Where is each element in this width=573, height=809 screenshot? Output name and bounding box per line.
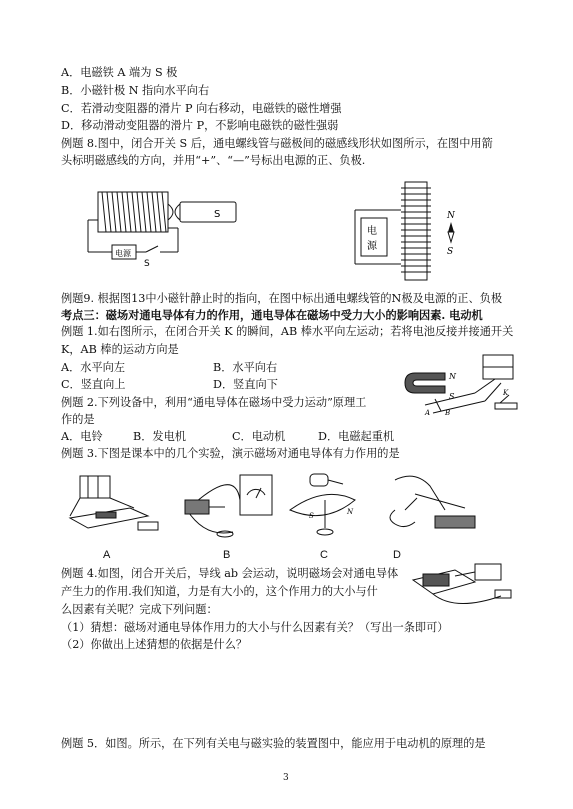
- s-pole-label: S: [214, 209, 221, 220]
- example-1-line-1: 例题 1.如右图所示，在闭合开关 K 的瞬间，AB 棒水平向左运动；若将电池反接并接通开关: [61, 325, 514, 338]
- figure-magnet-rails: [405, 343, 525, 423]
- figure-experiment-a: [60, 470, 170, 540]
- k-label: K: [503, 389, 509, 397]
- switch-label: S: [144, 259, 150, 269]
- b-label: B: [445, 409, 451, 417]
- caption-d: D: [393, 549, 401, 561]
- compass-needle-icon: [446, 211, 456, 257]
- n-label: N: [449, 372, 456, 381]
- svg-text:S: S: [447, 247, 454, 257]
- q2-option-c: C．电动机: [232, 430, 286, 443]
- example-3-line: 例题 3.下图是课本中的几个实验，演示磁场对通电导体有力作用的是: [61, 447, 400, 460]
- caption-a: A: [103, 549, 111, 561]
- q2-option-b: B．发电机: [133, 430, 186, 443]
- q1-option-d: D．竖直向下: [213, 378, 278, 391]
- a-label: A: [425, 409, 431, 417]
- svg-text:N: N: [447, 211, 455, 221]
- example-5-line: 例题 5．如图。所示，在下列有关电与磁实验的装置图中，能应用于电动机的原理的是: [61, 737, 486, 750]
- q1-option-b: B．水平向右: [213, 361, 278, 374]
- example-9-line: 例题9. 根据图13中小磁针静止时的指向，在图中标出通电螺线管的N极及电源的正、负极: [61, 292, 503, 305]
- source-char-1: 电: [367, 226, 377, 237]
- svg-text:N: N: [347, 508, 354, 516]
- option-c-line: C．若滑动变阻器的滑片 P 向右移动，电磁铁的磁性增强: [61, 102, 342, 115]
- figure-experiment-c: [285, 470, 370, 545]
- q2-option-d: D．电磁起重机: [318, 430, 395, 443]
- option-d-line: D．移动滑动变阻器的滑片 P，不影响电磁铁的磁性强弱: [61, 119, 339, 132]
- example-4-line-2: 产生力的作用.我们知道，力是有大小的，这个作用力的大小与什: [61, 585, 378, 598]
- source-char-2: 源: [367, 241, 377, 252]
- example-4-question-2: （2）你做出上述猜想的依据是什么？: [61, 638, 248, 651]
- q2-option-a: A．电铃: [61, 430, 103, 443]
- example-8-line-2: 头标明磁感线的方向，并用“+”、“—”号标出电源的正、负极.: [61, 154, 366, 167]
- figure-solenoid-horizontal: [88, 180, 258, 270]
- caption-c: C: [320, 549, 328, 561]
- caption-b: B: [223, 549, 231, 561]
- figure-experiment-b: [175, 470, 285, 545]
- example-2-line-1: 例题 2.下列设备中，利用“通电导体在磁场中受力运动”原理工: [61, 396, 367, 409]
- svg-text:S: S: [309, 512, 314, 520]
- figure-example-4: [405, 560, 520, 615]
- example-1-line-2: K，AB 棒的运动方向是: [61, 343, 179, 356]
- example-4-line-3: 么因素有关呢？完成下列问题：: [61, 603, 218, 616]
- figure-experiment-d: [375, 470, 485, 545]
- option-a-line: A．电磁铁 A 端为 S 极: [61, 66, 178, 79]
- example-4-line-1: 例题 4.如图，闭合开关后，导线 ab 会运动，说明磁场会对通电导体: [61, 567, 399, 580]
- page-number: 3: [283, 773, 289, 783]
- s-label: S: [449, 392, 455, 401]
- power-source-label: 电源: [115, 249, 131, 258]
- q1-option-a: A．水平向左: [61, 361, 126, 374]
- example-8-line-1: 例题 8.图中，闭合开关 S 后，通电螺线管与磁极间的磁感线形状如图所示，在图中用箭: [61, 137, 493, 150]
- example-2-line-2: 作的是: [61, 413, 95, 426]
- figure-solenoid-vertical: [345, 180, 465, 285]
- q1-option-c: C．竖直向上: [61, 378, 126, 391]
- topic-3-heading: 考点三：磁场对通电导体有力的作用，通电导体在磁场中受力大小的影响因素. 电动机: [61, 308, 483, 322]
- option-b-line: B．小磁针极 N 指向水平向右: [61, 84, 210, 97]
- example-4-question-1: （1）猜想：磁场对通电导体作用力的大小与什么因素有关？（写出一条即可）: [61, 621, 449, 634]
